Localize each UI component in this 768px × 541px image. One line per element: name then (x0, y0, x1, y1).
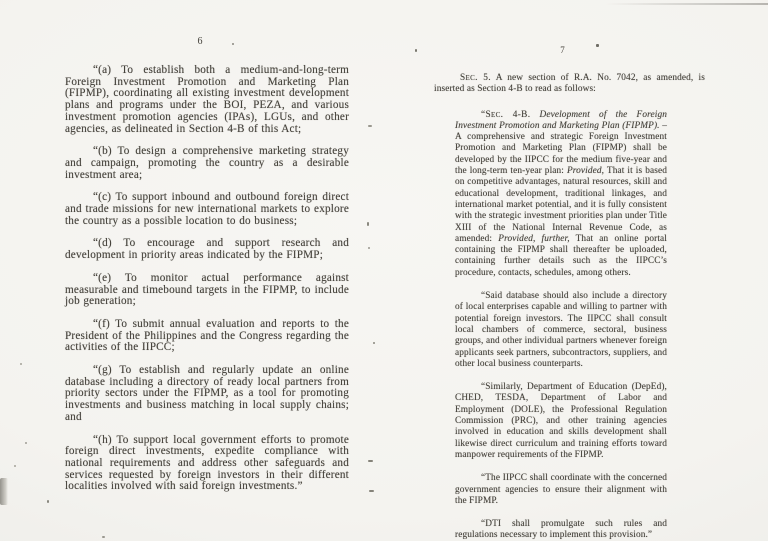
paragraph-d: “(d) To encourage and support research and development in priority areas indicated by the FIPMP; (65, 237, 349, 262)
page-number-right: 7 (560, 45, 565, 55)
paragraph-h: “(h) To support local government efforts to promote foreign direct investments, expedite compliance with national requirements and address other safeguards and services requested by foreign investors in their different localities involved with said foreign investments.” (65, 433, 349, 493)
sec-4b-body-2: That it is based on competitive advantages, natural resources, skill and educational development, traditional linkages, and international market potential, and it is fully consistent with the strategic investment priorities plan under Title XIII of the National Internal Revenue Code, as amended: (455, 166, 667, 244)
sec-5-intro-paragraph (434, 73, 705, 96)
sec-5-text: A new section of R.A. No. 7042, as amended, is inserted as Section 4-B to read as follows: (434, 73, 705, 95)
scan-speck (102, 536, 105, 538)
paragraph-a: “(a) To establish both a medium-and-long-term Foreign Investment Promotion and Marketing Plan (FIPMP), coordinating all existing investment development plans and programs under the BOI, PEZA, and various investment promotion agencies (IPAs), LGUs, and other agencies, as delineated in Section 4-B of this Act; (65, 64, 349, 135)
scan-speck (20, 363, 22, 365)
sec-4b-label: “Sec. 4-B. (481, 109, 531, 120)
paragraph-e: “(e) To monitor actual performance against measurable and timebound targets in the FIPMP, to include job generation; (65, 271, 349, 308)
iipcc-coordination-paragraph: “The IIPCC shall coordinate with the concerned government agencies to ensure their alignment with the FIPMP. (455, 473, 667, 506)
scan-speck (369, 490, 374, 492)
scan-speck (367, 222, 369, 226)
scan-speck (373, 342, 375, 344)
scan-speck (14, 465, 16, 467)
scan-speck (25, 442, 27, 444)
section-4b-paragraph (455, 110, 667, 279)
sec-4b-proviso-2: Provided, further, (498, 233, 570, 244)
page-number-left: 6 (197, 36, 203, 47)
education-agencies-paragraph: “Similarly, Department of Education (DepEd), CHED, TESDA, Department of Labor and Employment (DOLE), the Professional Regulation Commission (PRC), and other training agencies involved in education and skills development shall likewise direct curriculum and training efforts toward manpower requirements of the FIPMP. (455, 382, 667, 460)
dti-rules-paragraph: “DTI shall promulgate such rules and regulations necessary to implement this provision.” (455, 519, 667, 541)
right-page (434, 46, 705, 541)
scan-speck (368, 247, 370, 249)
sec-5-label: Sec. 5. (460, 73, 491, 83)
scan-speck (368, 460, 373, 462)
sec-4b-body-1: – A comprehensive and strategic Foreign Investment Promotion and Marketing Plan (FIPMP) shall be developed by the IIPCC for the medium five-year and the long-term ten-year plan: (455, 120, 668, 177)
database-paragraph: “Said database should also include a directory of local enterprises capable and willing to partner with potential foreign investors. The IIPCC shall consult local chambers of commerce, sectoral, business groups, and other individual partners whenever foreign applicants seek partners, subcontractors, suppliers, and other local business counterparts. (455, 291, 667, 369)
scan-speck (47, 500, 49, 503)
sec-4b-body-3: That an online portal containing the FIPMP shall thereafter be uploaded, containing further details such as the IIPCC’s procedure, contacts, schedules, among others. (455, 233, 667, 278)
paragraph-c: “(c) To support inbound and outbound foreign direct and trade missions for new international markets to explore the country as a possible location to do business; (65, 191, 349, 227)
scan-edge-artifact (606, 3, 768, 5)
sec-4b-proviso-1: Provided, (566, 166, 605, 177)
quoted-section-block (455, 110, 667, 541)
scan-speck (368, 125, 372, 127)
paragraph-b: “(b) To design a comprehensive marketing strategy and campaign, promoting the country as a desirable investment area; (65, 145, 349, 181)
paragraph-g: “(g) To establish and regularly update an online database including a directory of ready local partners from priority sectors under the FIPMP, as a tool for promoting investments and business matching in local supply chains; and (65, 364, 349, 423)
left-page (65, 37, 349, 504)
sec-4b-title: Development of the Foreign Investment Promotion and Marketing Plan (FIPMP). (455, 109, 667, 131)
scan-speck (415, 49, 417, 52)
scan-smudge (0, 478, 8, 505)
paragraph-f: “(f) To submit annual evaluation and reports to the President of the Philippines and the Congress regarding the activities of the IIPCC; (65, 317, 349, 354)
